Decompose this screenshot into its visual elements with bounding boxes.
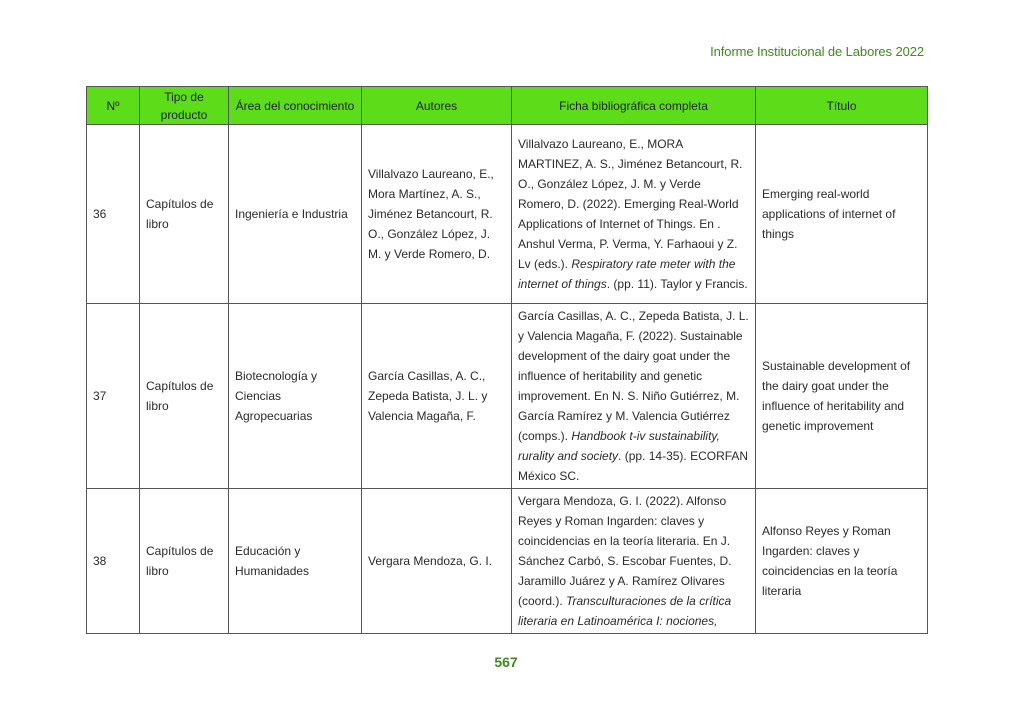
ficha-italic-title: Handbook t-iv sustainability, rurality and society [518,429,720,463]
ficha-italic-title: Respiratory rate meter with the internet of things [518,257,736,291]
ficha-text: García Casillas, A. C., Zepeda Batista, J. L. y Valencia Magaña, F. (2022). Sustainable development of the dairy goat under the influence of heritability and genetic improvement. En N. S. Niño Gutiérrez, M. García Ramírez y M. Valencia Gutiérrez (comps.). [518,309,749,443]
ficha-italic-title: Transculturaciones de la crítica literaria en Latinoamérica I: nociones, [518,594,732,628]
ficha-text: Villalvazo Laureano, E., MORA MARTINEZ, A. S., Jiménez Betancourt, R. O., González López, J. M. y Verde Romero, D. (2022). Emerging Real-World Applications of Internet of Things. En . Anshul Verma, P. Verma, Y. Farhaoui y Z. Lv (eds.). [518,137,743,271]
cell-titulo: Sustainable development of the dairy goat under the influence of heritability and genetic improvement [756,304,928,489]
cell-autores: García Casillas, A. C., Zepeda Batista, J. L. y Valencia Magaña, F. [362,304,512,489]
cell-autores: Vergara Mendoza, G. I. [362,489,512,634]
cell-numero: 37 [87,304,140,489]
ficha-text-end: . (pp. 14-35). ECORFAN México SC. [518,449,749,483]
cell-tipo: Capítulos de libro [140,125,229,304]
column-header-tipo: Tipo de producto [140,87,229,125]
page-number: 567 [494,654,518,670]
column-header-area: Área del conocimiento [229,87,362,125]
cell-ficha [512,304,756,489]
cell-numero: 38 [87,489,140,634]
ficha-text-end: . (pp. 11). Taylor y Francis. [606,277,748,291]
table-row [87,125,928,304]
column-header-numero: Nº [87,87,140,125]
document-header-title: Informe Institucional de Labores 2022 [710,44,924,59]
cell-area: Biotecnología y Ciencias Agropecuarias [229,304,362,489]
table-header-row [87,87,928,125]
cell-ficha [512,125,756,304]
cell-ficha [512,489,756,634]
table-row [87,304,928,489]
column-header-ficha: Ficha bibliográfica completa [512,87,756,125]
ficha-text: Vergara Mendoza, G. I. (2022). Alfonso Reyes y Roman Ingarden: claves y coincidencias en la teoría literaria. En J. Sánchez Carbó, S. Escobar Fuentes, D. Jaramillo Juárez y A. Ramírez Olivares (coord.). [518,494,732,608]
products-table [86,86,928,634]
cell-area: Ingeniería e Industria [229,125,362,304]
cell-tipo: Capítulos de libro [140,304,229,489]
cell-tipo: Capítulos de libro [140,489,229,634]
cell-numero: 36 [87,125,140,304]
column-header-titulo: Título [756,87,928,125]
cell-titulo: Alfonso Reyes y Roman Ingarden: claves y coincidencias en la teoría literaria [756,489,928,634]
cell-autores: Villalvazo Laureano, E., Mora Martínez, A. S., Jiménez Betancourt, R. O., González López, J. M. y Verde Romero, D. [362,125,512,304]
table-row [87,489,928,634]
cell-area: Educación y Humanidades [229,489,362,634]
column-header-autores: Autores [362,87,512,125]
cell-titulo: Emerging real-world applications of internet of things [756,125,928,304]
